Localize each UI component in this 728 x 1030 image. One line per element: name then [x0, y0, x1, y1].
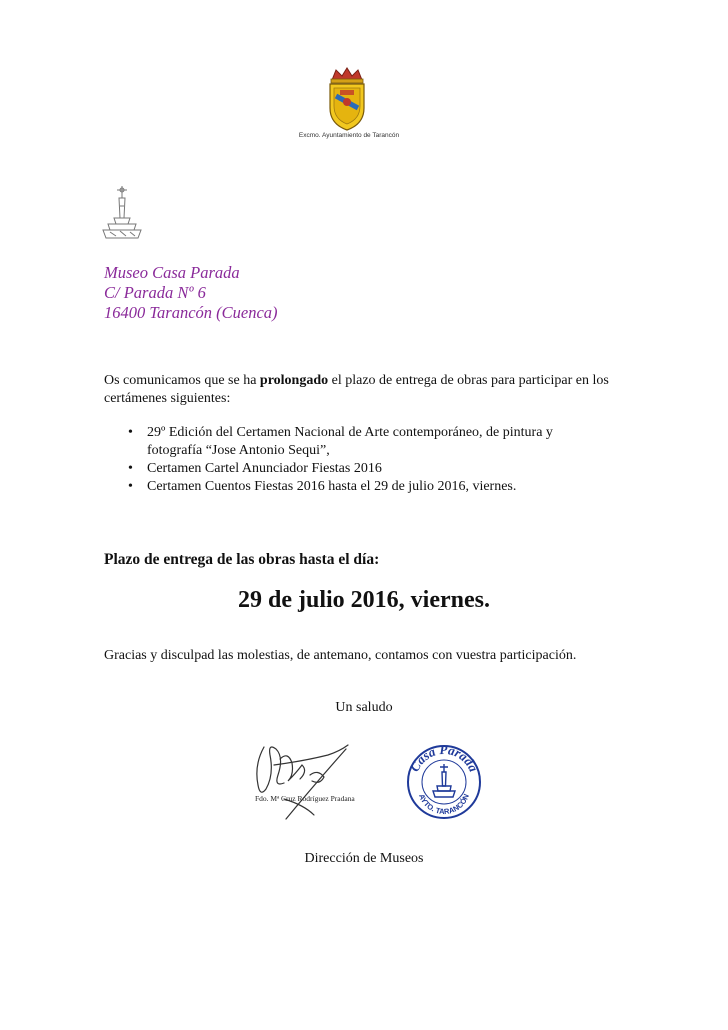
stamp-top-text: Casa Parada	[406, 742, 482, 775]
deadline-date: 29 de julio 2016, viernes.	[238, 587, 490, 613]
list-item: • Certamen Cartel Anunciador Fiestas 2016	[128, 460, 608, 478]
greeting-text: Un saludo	[335, 700, 393, 715]
stamp-bottom-text: AYTO. TARANCÓN	[417, 792, 471, 817]
intro-paragraph	[104, 372, 634, 408]
intro-text-end: el plazo de entrega de obras para participar en los certámenes siguientes:	[104, 373, 609, 406]
list-item: • 29º Edición del Certamen Nacional de Arte contemporáneo, de pintura y fotografía “Jose Antonio Sequi”,	[128, 424, 608, 460]
intro-bold-word: prolongado	[259, 373, 329, 388]
museum-address	[104, 263, 278, 323]
intro-text-start: Os comunicamos que se ha	[104, 373, 260, 388]
deadline-label: Plazo de entrega de las obras hasta el día:	[104, 551, 380, 568]
address-line-street: C/ Parada Nº 6	[104, 283, 206, 302]
cross-monument-icon	[100, 184, 144, 246]
list-item: • Certamen Cuentos Fiestas 2016 hasta el 29 de julio 2016, viernes.	[128, 478, 608, 496]
handwritten-signature	[244, 735, 364, 825]
museum-stamp-icon	[404, 742, 484, 822]
footer-department: Dirección de Museos	[304, 851, 424, 866]
address-line-name: Museo Casa Parada	[104, 263, 240, 282]
thanks-text: Gracias y disculpad las molestias, de antemano, contamos con vuestra participación.	[104, 648, 577, 663]
crest-caption: Excmo. Ayuntamiento de Tarancón	[298, 132, 400, 139]
signatory-name: Fdo. Mª Cruz Rodríguez Pradana	[255, 794, 355, 803]
coat-of-arms-icon	[318, 66, 376, 132]
contest-list	[128, 424, 608, 496]
address-line-city: 16400 Tarancón (Cuenca)	[104, 303, 278, 322]
